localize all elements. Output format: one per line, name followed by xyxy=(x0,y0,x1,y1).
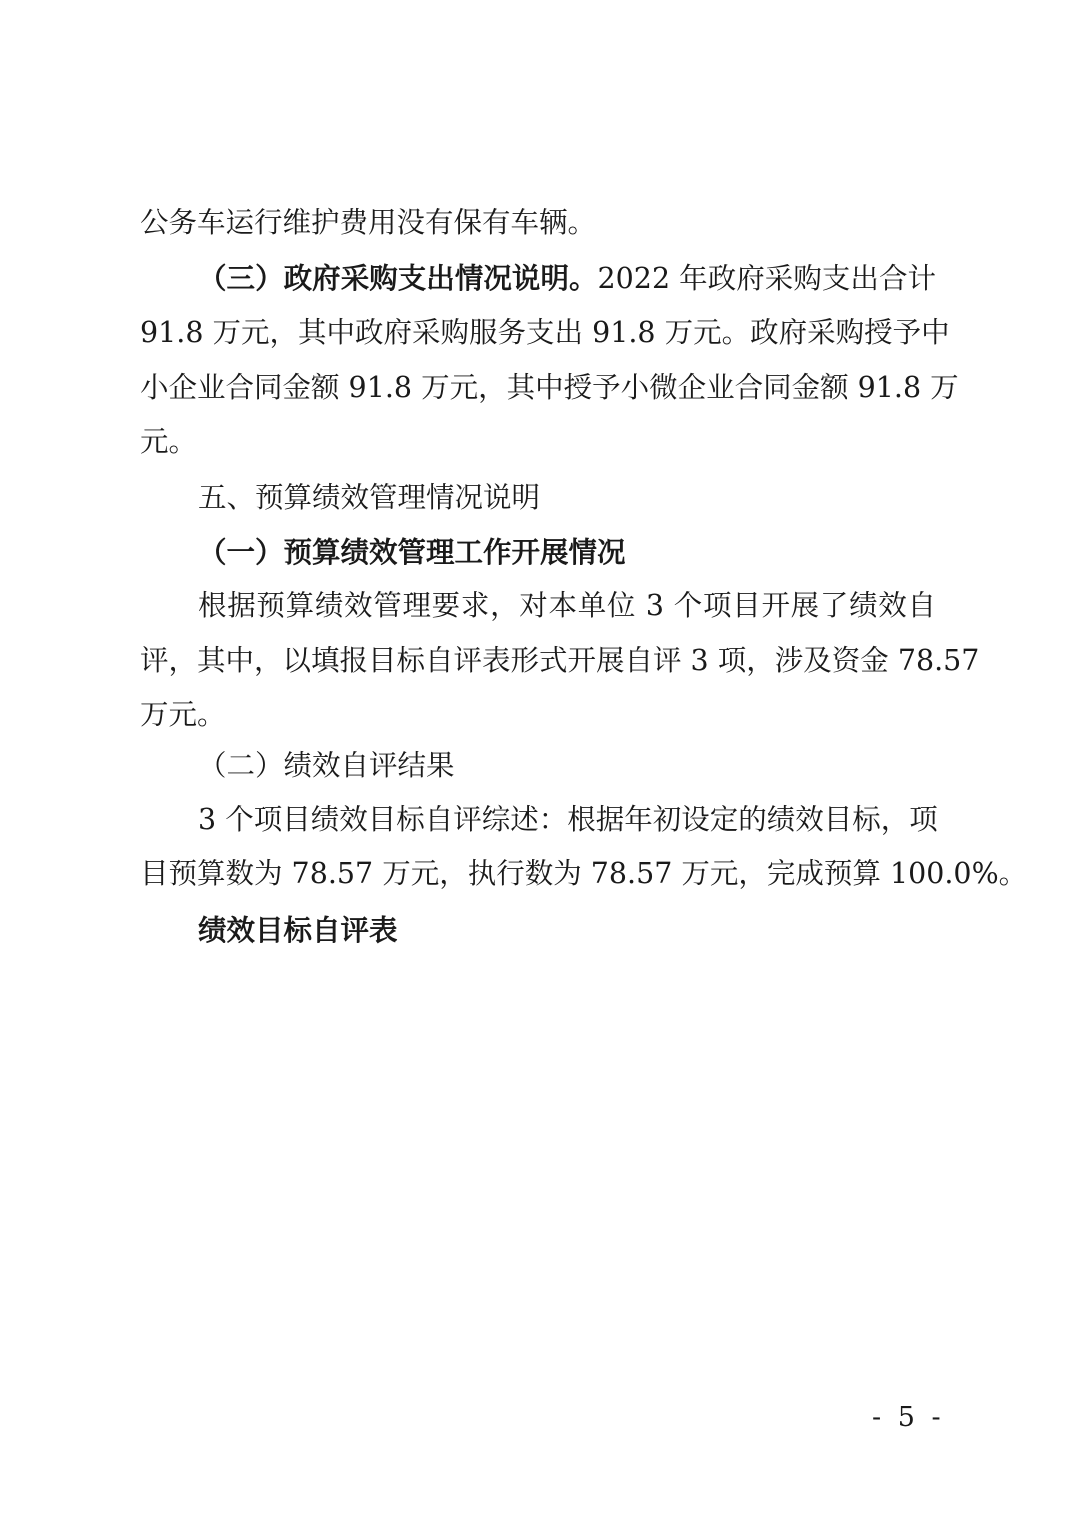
procurement-line-2: 91.8 万元，其中政府采购服务支出 91.8 万元。政府采购授予中 xyxy=(140,316,950,349)
paragraph-vehicle-line: 公务车运行维护费用没有保有车辆。 xyxy=(140,206,597,239)
procurement-heading: （三）政府采购支出情况说明。 xyxy=(198,261,598,295)
procurement-line-4: 元。 xyxy=(140,425,198,458)
sub-1-line-3: 万元。 xyxy=(140,698,226,731)
section-5-title: 五、预算绩效管理情况说明 xyxy=(198,481,541,514)
procurement-line-1-rest: 2022 年政府采购支出合计 xyxy=(597,262,936,295)
sub-1-line-1: 根据预算绩效管理要求，对本单位 3 个项目开展了绩效自 xyxy=(198,589,936,622)
sub-1-line-2: 评，其中，以填报目标自评表形式开展自评 3 项，涉及资金 78.57 xyxy=(140,644,980,677)
section-5-sub-1-heading: （一）预算绩效管理工作开展情况 xyxy=(198,535,626,569)
procurement-line-1 xyxy=(198,258,936,298)
sub-2-line-2: 目预算数为 78.57 万元，执行数为 78.57 万元，完成预算 100.0%。 xyxy=(140,857,1028,890)
table-title: 绩效目标自评表 xyxy=(198,913,398,947)
sub-2-line-1: 3 个项目绩效目标自评综述：根据年初设定的绩效目标，项 xyxy=(198,803,938,836)
procurement-line-3: 小企业合同金额 91.8 万元，其中授予小微企业合同金额 91.8 万 xyxy=(140,371,959,404)
page-number: - 5 - xyxy=(872,1402,945,1433)
section-5-sub-2-heading: （二）绩效自评结果 xyxy=(198,749,455,782)
